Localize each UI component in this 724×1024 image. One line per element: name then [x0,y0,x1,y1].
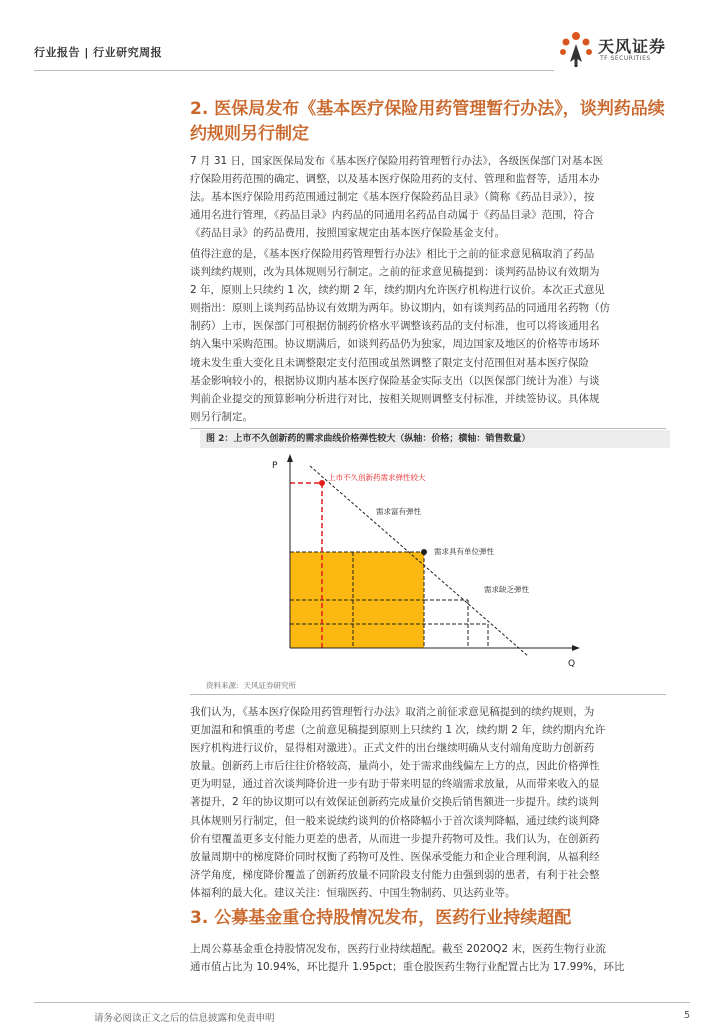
analysis-paragraph [190,703,666,902]
y-axis-label: P [272,461,278,471]
page-number: 5 [683,1010,690,1021]
text-line: 境未发生重大变化且未调整限定支付范围或虽然调整了限定支付范围但对基本医疗保险 [190,356,589,369]
figure-bottom-rule [190,694,666,695]
text-line: 体福利的最大化。建议关注：恒瑞医药、中国生物制药、贝达药业等。 [190,886,516,899]
text-line: 判前企业提交的预算影响分析进行对比，按相关规则调整支付标准，并续签协议。具体规 [190,392,600,405]
logo-text-en: TF SECURITIES [600,55,651,62]
annotation-high-elasticity: 上市不久创新药需求弹性较大 [328,473,426,482]
figure-top-rule [190,428,666,429]
text-line: 医疗机构进行议价，显得相对激进）。正式文件的出台继续明确从支付端角度助力创新药 [190,742,595,755]
text-line: 基金影响较小的，根据协议期内基本医疗保险基金实际支出（以医保部门统计为准）与谈 [190,374,600,387]
text-line: 放量周期中的梯度降价同时权衡了药物可及性、医保承受能力和企业合理利润，从福利经 [190,850,600,863]
page-header [34,30,694,70]
header-divider [34,70,554,71]
section-2-paragraph-2 [190,245,666,426]
section-2-title [190,97,670,147]
text-line: 具体规则另行制定，但一般来说续约谈判的价格降幅小于首次谈判降幅，通过续约谈判降 [190,814,600,827]
section-3-title: 3. 公募基金重仓持股情况发布，医药行业持续超配 [190,908,572,928]
text-line: 著提升，2 年的协议期可以有效保证创新药完成量价交换后销售额进一步提升。续约谈判 [190,796,600,809]
footer-divider [34,1002,690,1003]
company-logo [558,30,694,70]
text-line: 值得注意的是，《基本医疗保险用药管理暂行办法》相比于之前的征求意见稿取消了药品 [190,248,595,260]
text-line: 谈判续约规则，改为具体规则另行制定。之前的征求意见稿提到：谈判药品协议有效期为 [190,266,600,279]
text-line: 更加温和和慎重的考虑（之前意见稿提到原则上只续约 1 次，续约期 2 年，续约期内允许 [190,724,606,737]
x-axis-arrow [572,645,580,651]
y-axis-arrow [287,454,293,462]
text-line: 通市值占比为 10.94%，环比提升 1.95pct；重仓股医药生物行业配置占比为 17.99%，环比 [190,961,625,974]
point-unit-elasticity [421,549,427,555]
text-line: 济学角度，梯度降价覆盖了创新药放量不同阶段支付能力由强到弱的患者，有利于社会整 [190,868,600,881]
section-2-title-line2: 约规则另行制定 [190,124,309,144]
text-line: 我们认为，《基本医疗保险用药管理暂行办法》取消之前征求意见稿提到的续约规则，为 [190,706,595,718]
annotation-inelastic: 需求缺乏弹性 [484,585,529,594]
tf-logo-icon [558,30,594,68]
text-line: 上周公募基金重仓持股情况发布，医药行业持续超配。截至 2020Q2 末，医药生物行业流 [190,943,606,955]
text-line: 价有望覆盖更多支付能力更差的患者，从而进一步提升药物可及性。我们认为，在创新药 [190,832,600,845]
text-line: 制药）上市，医保部门可根据仿制药价格水平调整该药品的支付标准，也可以将该通用名 [190,320,600,333]
text-line: 2 年，原则上只续约 1 次，续约期 2 年，续约期内允许医疗机构进行议价。本次正式意见 [190,284,605,297]
demand-curve-chart [258,450,598,674]
text-line: 《药品目录》的药品费用，按照国家规定由基本医疗保险基金支付。 [190,227,505,240]
text-line: 则另行制定。 [190,410,253,423]
point-high-elasticity [319,480,325,486]
figure-title: 图 2：上市不久创新药的需求曲线价格弹性较大（纵轴：价格；横轴：销售数量） [200,430,670,448]
figure-source: 资料来源：天风证券研究所 [206,681,296,690]
x-axis-label: Q [568,659,576,669]
section-2-paragraph-1 [190,152,666,242]
text-line: 法。基本医疗保险用药范围通过制定《基本医疗保险药品目录》（简称《药品目录》），按 [190,191,595,204]
text-line: 通用名进行管理，《药品目录》内药品的同通用名药品自动属于《药品目录》范围，符合 [190,209,595,222]
text-line: 纳入集中采购范围。协议期满后，如谈判药品仍为独家，周边国家及地区的价格等市场环 [190,338,600,351]
text-line: 疗保险用药范围的确定、调整，以及基本医疗保险用药的支付、管理和监督等，适用本办 [190,173,600,186]
section-2-title-line1: 2. 医保局发布《基本医疗保险用药管理暂行办法》，谈判药品续 [190,99,665,119]
logo-text-cn: 天风证券 [598,37,667,56]
text-line: 放量。创新药上市后往往价格较高，量尚小，处于需求曲线偏左上方的点，因此价格弹性 [190,760,600,773]
annotation-unit-elastic: 需求具有单位弹性 [434,547,494,556]
text-line: 则指出：原则上谈判药品协议有效期为两年。协议期内，如有谈判药品的同通用名药物（仿 [190,302,610,315]
text-line: 更为明显，通过首次谈判降价进一步有助于带来明显的终端需求放量，从而带来收入的显 [190,778,600,791]
report-category: 行业报告 | 行业研究周报 [34,46,163,59]
section-3-paragraph [190,940,666,976]
text-line: 7 月 31 日，国家医保局发布《基本医疗保险用药管理暂行办法》，各级医保部门对基本医 [190,155,604,167]
footer-disclaimer: 请务必阅读正文之后的信息披露和免责申明 [94,1013,275,1024]
annotation-elastic: 需求富有弹性 [376,507,421,516]
